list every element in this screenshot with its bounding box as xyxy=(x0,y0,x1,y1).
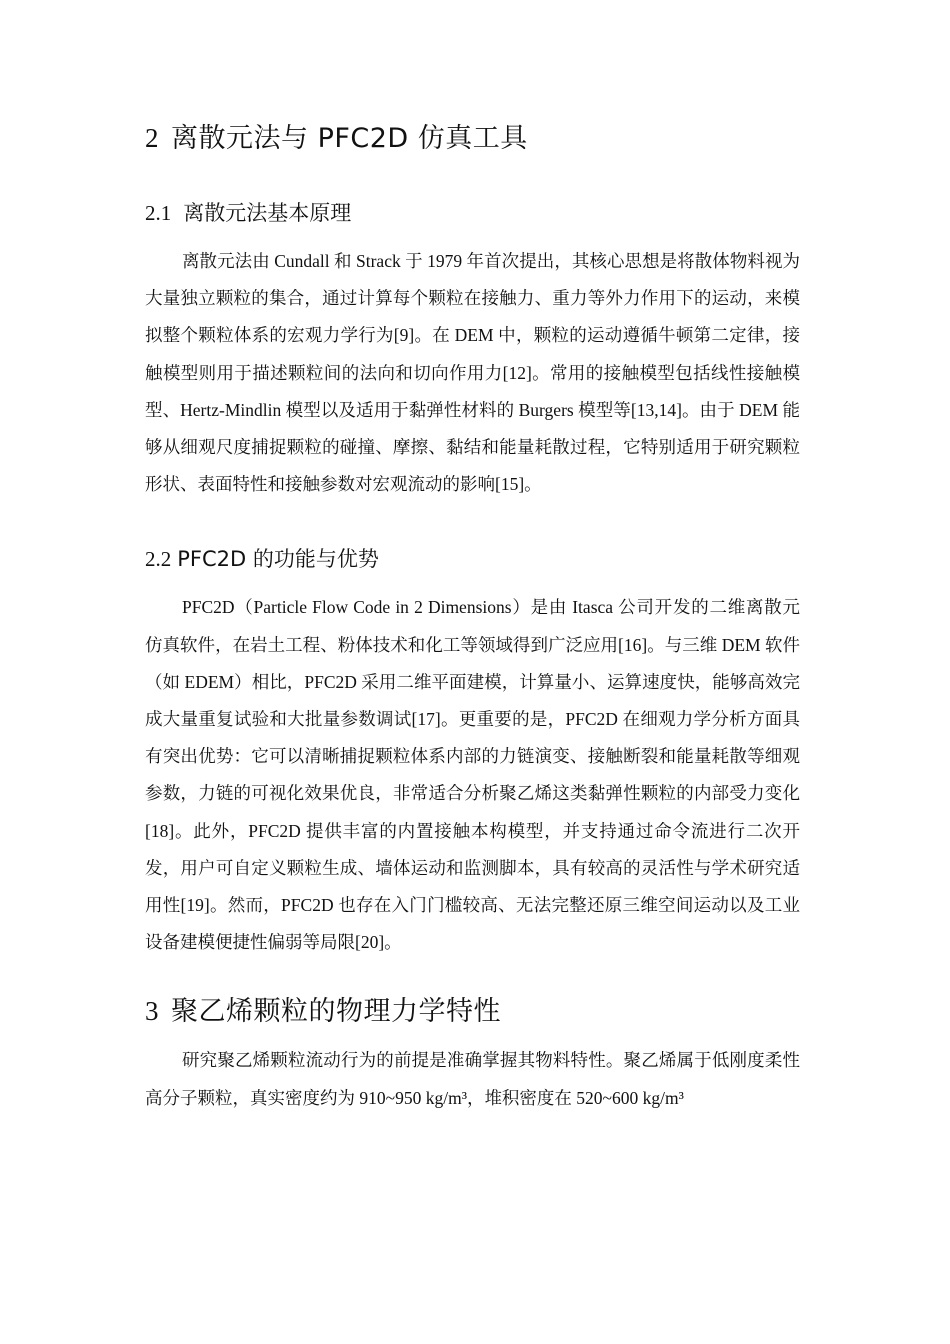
section-2-2-number: 2.2 xyxy=(145,547,172,572)
document-body xyxy=(145,118,800,1117)
chapter-2-heading xyxy=(145,118,800,159)
section-2-2-title: PFC2D 的功能与优势 xyxy=(177,547,379,572)
chapter-2-title: 离散元法与 PFC2D 仿真工具 xyxy=(171,123,528,154)
chapter-3-heading xyxy=(145,991,800,1032)
section-2-2-heading xyxy=(145,543,800,575)
section-2-1-title: 离散元法基本原理 xyxy=(183,201,352,225)
chapter-2-number: 2 xyxy=(145,123,159,153)
section-2-1-heading xyxy=(145,197,800,229)
section-2-1-number: 2.1 xyxy=(145,201,172,225)
chapter-3-paragraph: 研究聚乙烯颗粒流动行为的前提是准确掌握其物料特性。聚乙烯属于低刚度柔性高分子颗粒，真实密度约为 910~950 kg/m³，堆积密度在 520~600 kg/m³ xyxy=(145,1050,800,1108)
chapter-3-title: 聚乙烯颗粒的物理力学特性 xyxy=(171,996,501,1028)
section-2-1-paragraph: 离散元法由 Cundall 和 Strack 于 1979 年首次提出，其核心思想是将散体物料视为大量独立颗粒的集合，通过计算每个颗粒在接触力、重力等外力作用下的运动，来模拟整个颗粒体系的宏观力学行为[9]。在 DEM 中，颗粒的运动遵循牛顿第二定律，接触模型则用于描述颗粒间的法向和切向作用力[12]。常用的接触模型包括线性接触模型、Hertz-Mindlin 模型以及适用于黏弹性材料的 Burgers 模型等[13,14]。由于 DEM 能够从细观尺度捕捉颗粒的碰撞、摩擦、黏结和能量耗散过程，它特别适用于研究颗粒形状、表面特性和接触参数对宏观流动的影响[15]。 xyxy=(145,251,800,495)
chapter-3-number: 3 xyxy=(145,996,159,1027)
section-2-2-paragraph: PFC2D（Particle Flow Code in 2 Dimensions）是由 Itasca 公司开发的二维离散元仿真软件，在岩土工程、粉体技术和化工等领域得到广泛应用[16]。与三维 DEM 软件（如 EDEM）相比，PFC2D 采用二维平面建模，计算量小、运算速度快，能够高效完成大量重复试验和大批量参数调试[17]。更重要的是，PFC2D 在细观力学分析方面具有突出优势：它可以清晰捕捉颗粒体系内部的力链演变、接触断裂和能量耗散等细观参数，力链的可视化效果优良，非常适合分析聚乙烯这类黏弹性颗粒的内部受力变化[18]。此外，PFC2D 提供丰富的内置接触本构模型，并支持通过命令流进行二次开发，用户可自定义颗粒生成、墙体运动和监测脚本，具有较高的灵活性与学术研究适用性[19]。然而，PFC2D 也存在入门门槛较高、无法完整还原三维空间运动以及工业设备建模便捷性偏弱等局限[20]。 xyxy=(145,597,800,953)
